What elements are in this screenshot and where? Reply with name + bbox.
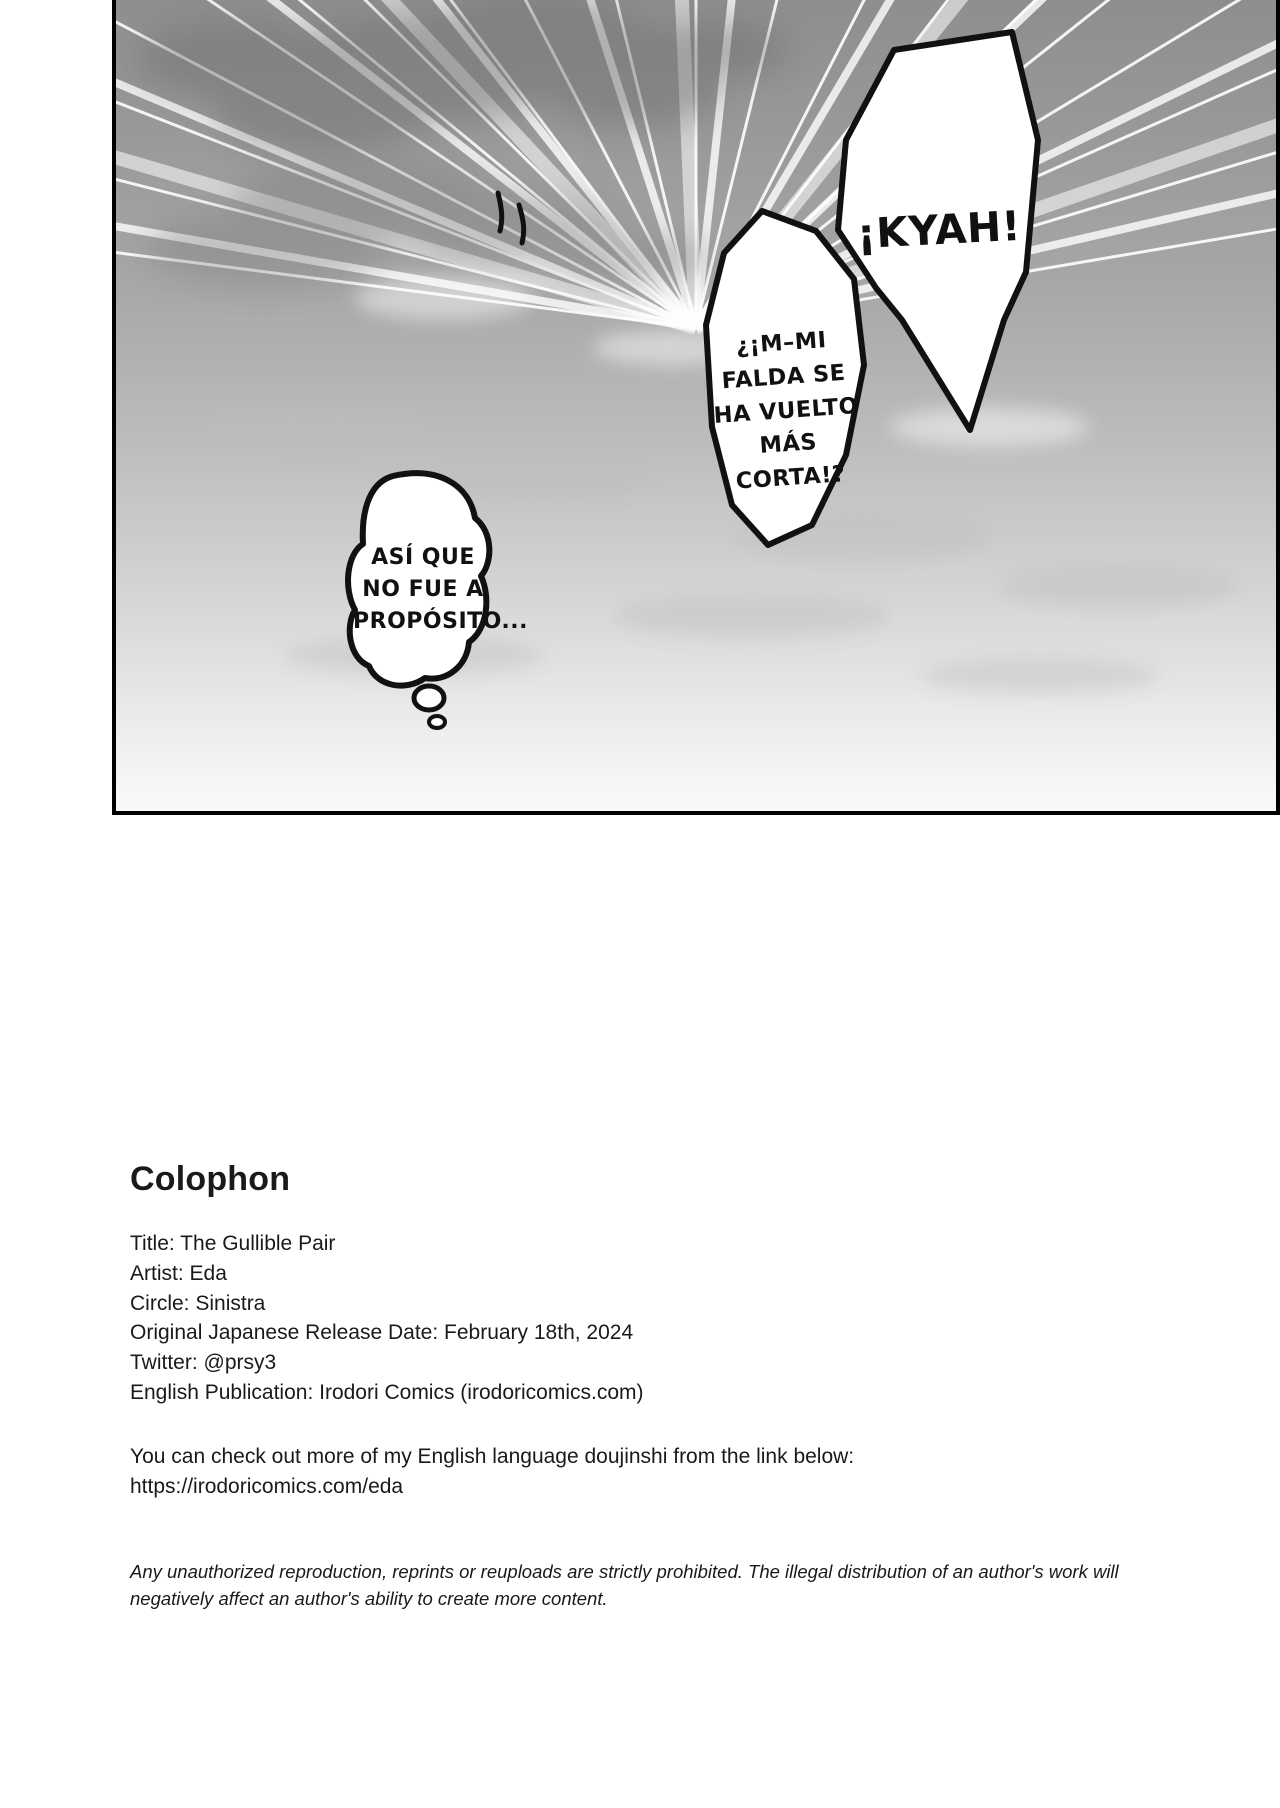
balloon-text-falda: ¿¡M–MI FALDA SE HA VUELTO MÁS CORTA!? (712, 327, 860, 495)
colophon-twitter-line: Twitter: @prsy3 (130, 1351, 277, 1375)
colophon-title-line: Title: The Gullible Pair (130, 1232, 336, 1255)
promo-intro-text: You can check out more of my English language doujinshi from the link below: (130, 1444, 855, 1468)
promo-url-link[interactable]: https://irodoricomics.com/eda (130, 1475, 404, 1499)
colophon-publication-line: English Publication: Irodori Comics (irodoricomics.com) (130, 1381, 644, 1405)
colophon-artist-line: Artist: Eda (130, 1261, 227, 1285)
motion-tick-marks (486, 185, 546, 255)
colophon-release-date-line: Original Japanese Release Date: February 18th, 2024 (130, 1321, 634, 1345)
balloon-text-kyah: ¡KYAH! (855, 201, 1023, 259)
colophon-section (130, 1160, 1140, 1631)
colophon-circle-line: Circle: Sinistra (130, 1291, 266, 1315)
thought-balloon-proposito (341, 470, 528, 730)
comic-panel (112, 0, 1280, 815)
colophon-heading: Colophon (130, 1160, 291, 1198)
colophon-metadata (130, 1229, 1140, 1408)
colophon-promo (130, 1442, 1140, 1503)
speech-balloon-falda (696, 205, 871, 565)
balloon-text-thought: ASÍ QUE NO FUE A PROPÓSITO... (353, 545, 528, 634)
copyright-disclaimer: Any unauthorized reproduction, reprints or reuploads are strictly prohibited. The illegal distribution of an author's work will negatively affect an author's ability to create more content. (130, 1560, 1119, 1609)
